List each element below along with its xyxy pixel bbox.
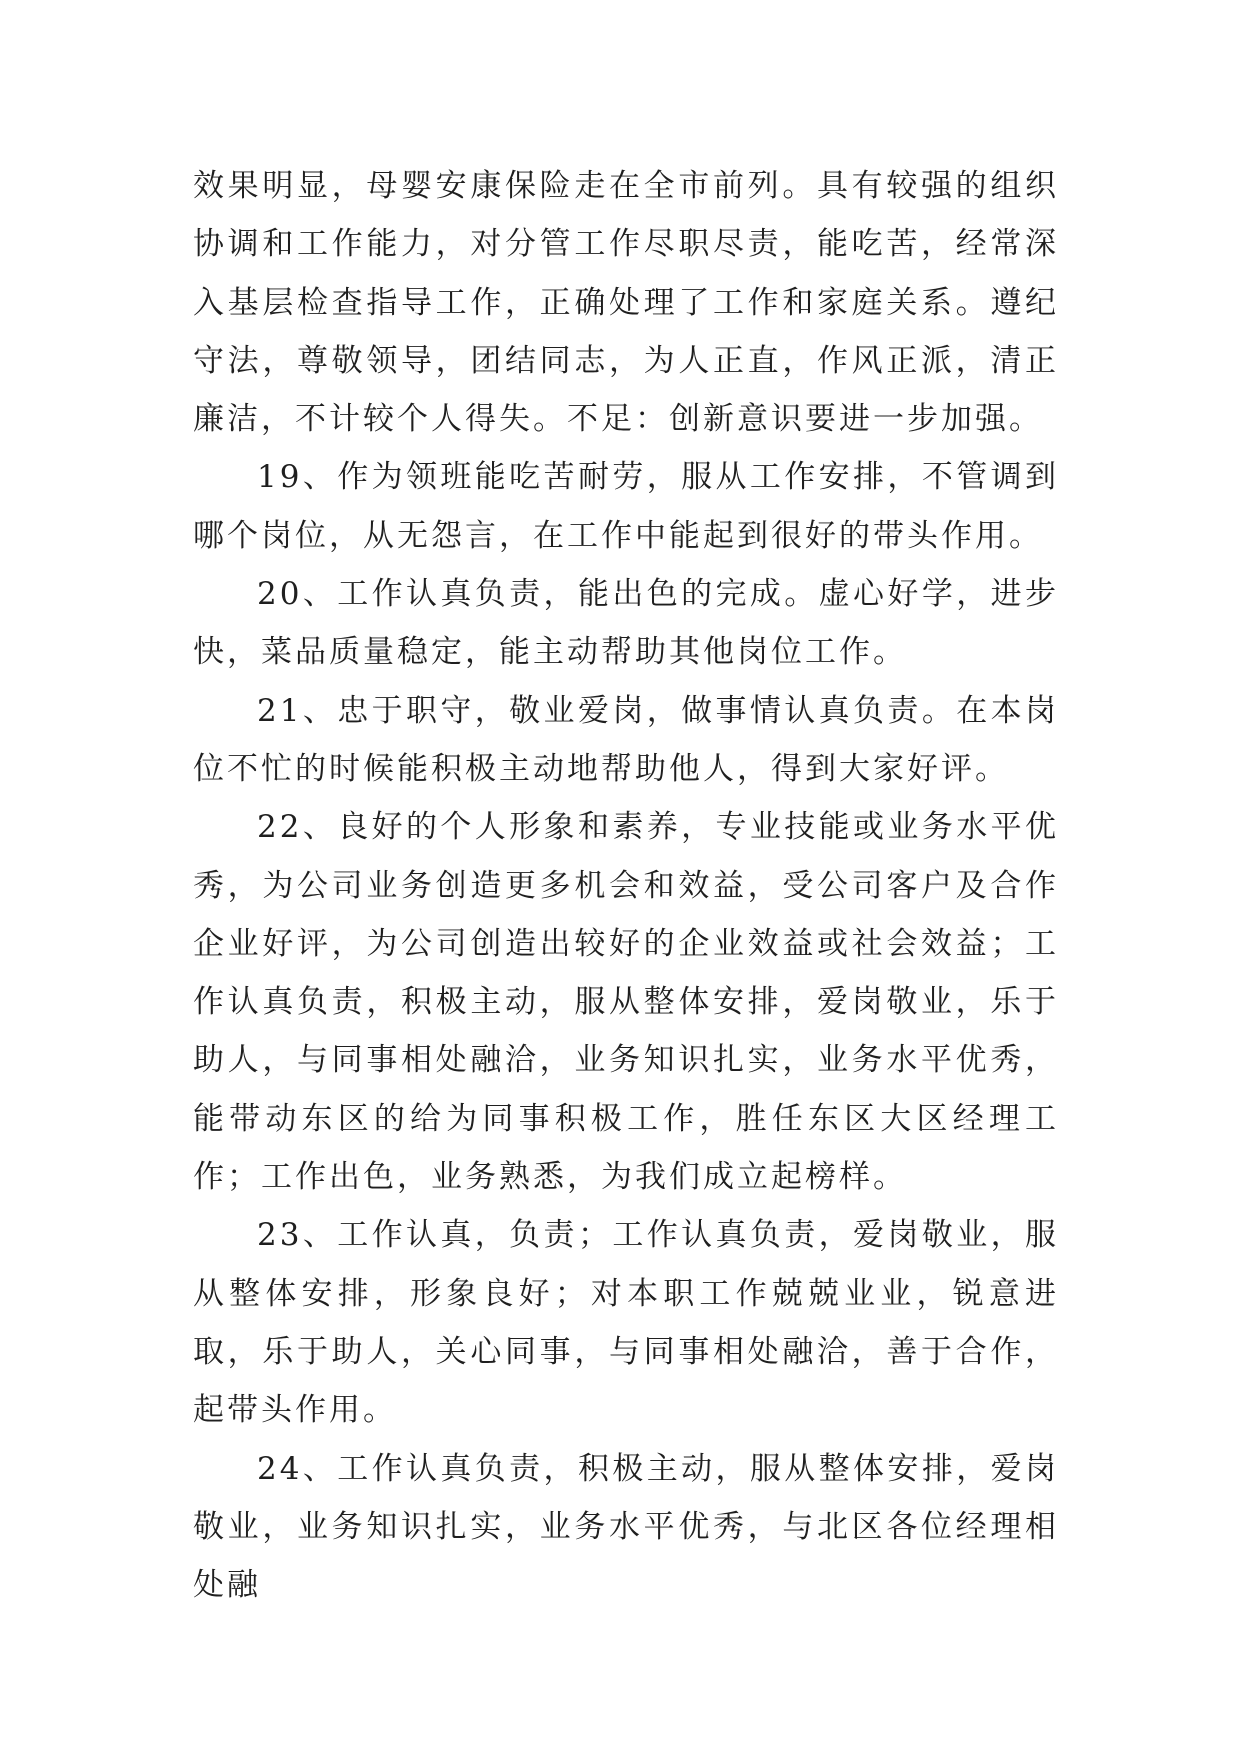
paragraph-item-19: 19、作为领班能吃苦耐劳，服从工作安排，不管调到哪个岗位，从无怨言，在工作中能起到很好的带头作用。 [193, 459, 1059, 554]
paragraph-item-23: 23、工作认真，负责；工作认真负责，爱岗敬业，服从整体安排，形象良好；对本职工作兢兢业业，锐意进取，乐于助人，关心同事，与同事相处融洽，善于合作，起带头作用。 [193, 1217, 1059, 1429]
paragraph-item-21: 21、忠于职守，敬业爱岗，做事情认真负责。在本岗位不忙的时候能积极主动地帮助他人，得到大家好评。 [193, 692, 1059, 787]
paragraph-item-20: 20、工作认真负责，能出色的完成。虚心好学，进步快，菜品质量稳定，能主动帮助其他岗位工作。 [193, 576, 1059, 671]
document-body [193, 157, 1059, 1614]
paragraph-item-22: 22、良好的个人形象和素养，专业技能或业务水平优秀，为公司业务创造更多机会和效益，受公司客户及合作企业好评，为公司创造出较好的企业效益或社会效益；工作认真负责，积极主动，服从整体安排，爱岗敬业，乐于助人，与同事相处融洽，业务知识扎实，业务水平优秀，能带动东区的给为同事积极工作，胜任东区大区经理工作；工作出色，业务熟悉，为我们成立起榜样。 [193, 809, 1059, 1196]
paragraph-continued: 效果明显，母婴安康保险走在全市前列。具有较强的组织协调和工作能力，对分管工作尽职尽责，能吃苦，经常深入基层检查指导工作，正确处理了工作和家庭关系。遵纪守法，尊敬领导，团结同志，为人正直，作风正派，清正廉洁，不计较个人得失。不足：创新意识要进一步加强。 [193, 168, 1059, 438]
paragraph-item-24: 24、工作认真负责，积极主动，服从整体安排，爱岗敬业，业务知识扎实，业务水平优秀，与北区各位经理相处融 [193, 1450, 1059, 1604]
